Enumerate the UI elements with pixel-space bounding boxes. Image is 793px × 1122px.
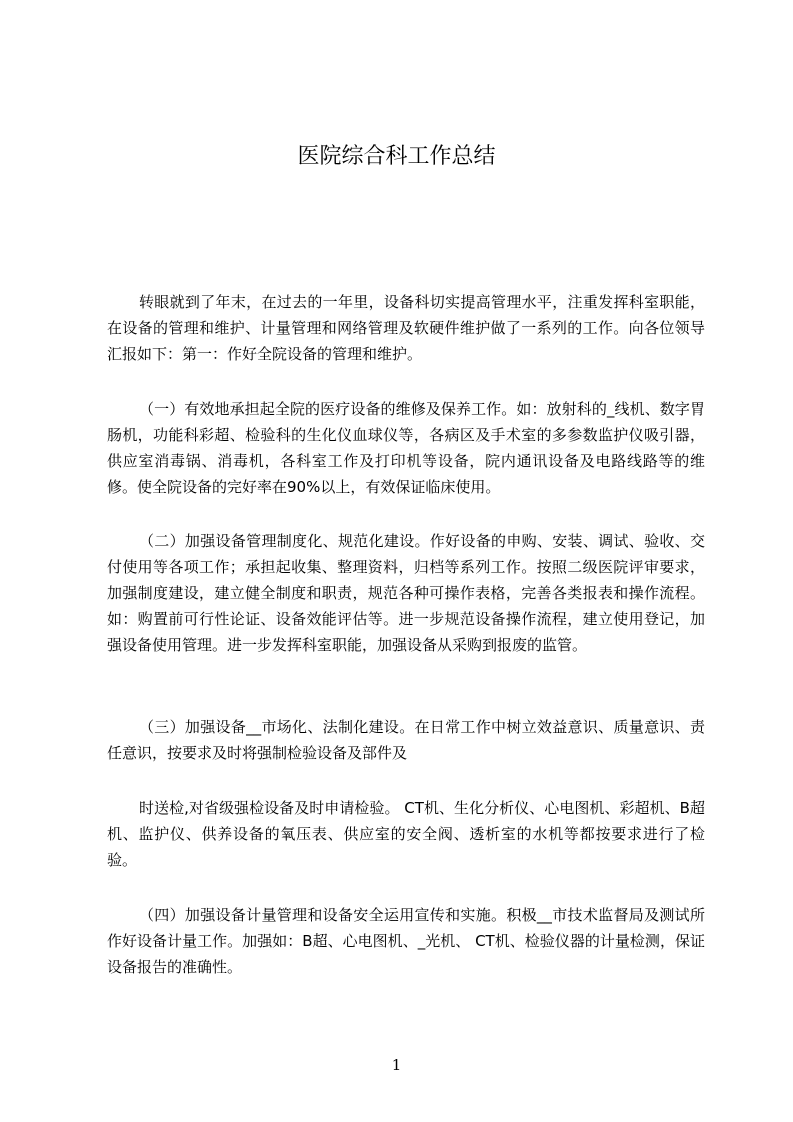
paragraph-metrology: （四）加强设备计量管理和设备安全运用宣传和实施。积极__市技术监督局及测试所作好设备计量工作。加强如：B超、心电图机、_光机、 CT机、检验仪器的计量检测，保证设备报告的准确性。 [107,906,705,976]
paragraph-maintenance: （一）有效地承担起全院的医疗设备的维修及保养工作。如：放射科的_线机、数字胃肠机，功能科彩超、检验科的生化仪血球仪等，各病区及手术室的多参数监护仪吸引器，供应室消毒锅、消毒机，各科室工作及打印机等设备，院内通讯设备及电路线路等的维修。使全院设备的完好率在90%以上，有效保证临床使用。 [107,400,705,496]
paragraph-intro: 转眼就到了年末，在过去的一年里，设备科切实提高管理水平，注重发挥科室职能，在设备的管理和维护、计量管理和网络管理及软硬件维护做了一系列的工作。向各位领导汇报如下：第一：作好全院设备的管理和维护。 [107,293,705,363]
paragraph-management-system: （二）加强设备管理制度化、规范化建设。作好设备的申购、安装、调试、验收、交付使用等各项工作；承担起收集、整理资料，归档等系列工作。按照二级医院评审要求，加强制度建设，建立健全制度和职责，规范各种可操作表格，完善各类报表和操作流程。如：购置前可行性论证、设备效能评估等。进一步规范设备操作流程，建立使用登记，加强设备使用管理。进一步发挥科室职能，加强设备从采购到报废的监管。 [107,532,705,654]
paragraph-inspection: 时送检,对省级强检设备及时申请检验。 CT机、生化分析仪、心电图机、彩超机、B超机、监护仪、供养设备的氧压表、供应室的安全阀、透析室的水机等都按要求进行了检验。 [107,799,705,869]
paragraph-market-legal: （三）加强设备__市场化、法制化建设。在日常工作中树立效益意识、质量意识、责任意识，按要求及时将强制检验设备及部件及 [107,718,705,762]
document-title: 医院综合科工作总结 [297,144,496,169]
page-number: 1 [391,1056,402,1074]
